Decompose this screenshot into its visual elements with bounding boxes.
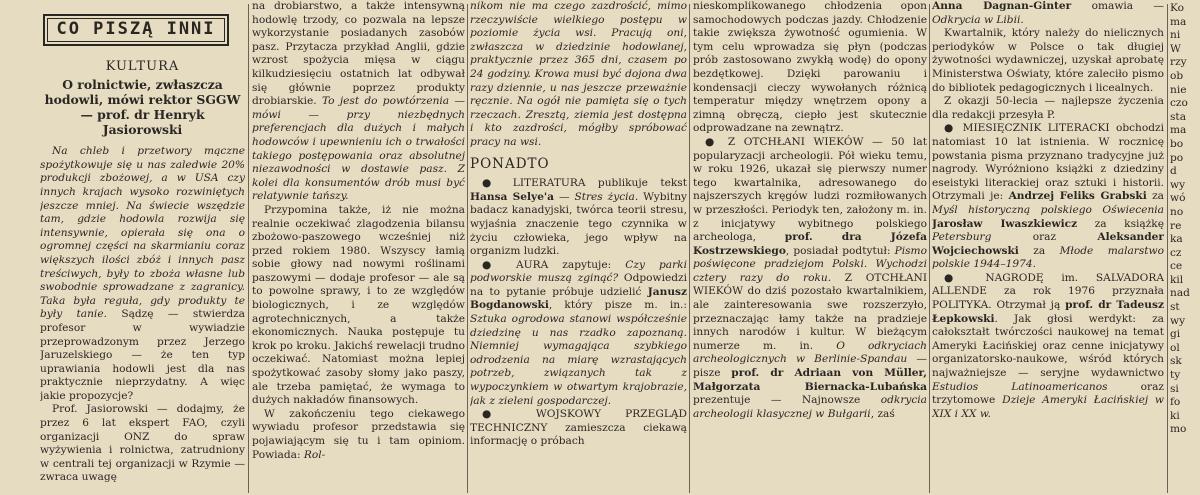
- cropped-line: Ko: [1170, 2, 1185, 14]
- cropped-line: rzy: [1170, 56, 1187, 69]
- article-lead: Na chleb i przetwory mączne spożytkowuje się u nas zaledwie 20% produkcji zbożowej, a w USA czy innych krajach wysoko rozwiniętych jeszcze mniej. Na świecie wszędzie tam, gdzie hodowla rozwija się intensywnie, opierała się ona o ogromnej części na skarmianiu coraz większych ilości zbóż i innych pasz treściwych, były to zboża własne lub swobodnie sprowadzane z zagranicy. Taka była reguła, gdy produkty te były tanie. Sądzę — stwierdza profesor w wywiadzie przeprowadzonym przez Jerzego Jaruzelskiego — że ten typ uprawiania hodowli jest dla nas praktycznie nieprzydatny. A więc jakie propozycje?: [40, 145, 245, 402]
- column-rule: [689, 4, 690, 493]
- cropped-line: ki: [1170, 409, 1180, 422]
- column-rule: [467, 4, 468, 493]
- cropped-line: fo: [1170, 396, 1181, 409]
- cropped-line: ni: [1170, 29, 1181, 42]
- section-heading-kultura: KULTURA: [105, 58, 180, 74]
- cropped-line: bo: [1170, 137, 1184, 150]
- cropped-line: si: [1170, 382, 1179, 395]
- column-rule: [1167, 4, 1168, 493]
- cropped-line: wy: [1170, 178, 1186, 191]
- cropped-line: W: [1170, 42, 1181, 55]
- column-6-cropped: [1170, 0, 1200, 495]
- cropped-line: no: [1170, 205, 1184, 218]
- cropped-line: ka: [1170, 233, 1183, 246]
- cropped-line: d: [1170, 165, 1177, 178]
- cropped-line: sk: [1170, 355, 1182, 368]
- cropped-line: st: [1170, 301, 1180, 314]
- column-2: [252, 0, 465, 495]
- column-5: [932, 0, 1164, 495]
- cropped-line: gi: [1170, 328, 1181, 341]
- article-paragraph: W zakończeniu tego ciekawego wywiadu profesor przedstawia się pojawiającym się tu i tam opiniom. Powiada: Rol-: [252, 407, 465, 461]
- cropped-line: wó: [1170, 192, 1186, 205]
- article-paragraph: Prof. Jasiorowski — dodajmy, że przez 6 lat ekspert FAO, czyli organizacji ONZ do spraw wyżywienia i rolnictwa, zatrudniony w centrali tej organizacji w Rzymie — zwraca uwagę: [40, 403, 245, 484]
- column-4: [693, 0, 927, 495]
- news-item-otchlani: ● Z OTCHŁANI WIEKÓW — 50 lat popularyzacji archeologii. Pół wieku temu, w roku 1926, ukazał się pierwszy numer tego kwartalnika, adresowanego do najszerszych kręgów ludzi rozmiłowanych w przeszłości. Periodyk ten, założony m. in. z inicjatywy wybitnego polskiego archeologa, prof. dra Józefa Kostrzewskiego, posiadał podtytuł: Pismo poświęcone pradziejom Polski. Wychodzi cztery razy do roku. Z OTCHŁANI WIEKÓW do dziś pozostało kwartalnikiem, ale zainteresowania swe rozszerzyło, przeznaczając łamy także na pradzieje innych narodów i kultur. W bieżącym numerze m. in. O odkryciach archeologicznych w Berlinie-Spandau — pisze prof. dr Adriaan von Müller, Małgorzata Biernacka-Lubańska prezentuje — Najnowsze odkrycia archeologii klasycznej w Bułgarii, zaś: [693, 135, 927, 420]
- article-paragraph: Z okazji 50-lecia — najlepsze życzenia dla redakcji przesyła P.: [932, 95, 1164, 121]
- cropped-line: ob: [1170, 69, 1184, 82]
- cropped-line: po: [1170, 151, 1184, 164]
- column-3: [470, 0, 687, 495]
- cropped-line: ma: [1170, 15, 1187, 28]
- cropped-line: mo: [1170, 423, 1187, 436]
- news-item-miesiecznik: ● MIESIĘCZNIK LITERACKI obchodzi natomiast 10 lat istnienia. W rocznicę powstania pisma przyznano tradycyjne już nagrody. Wyróżniono książki z dziedziny eseistyki literackiej oraz sztuki i historii. Otrzymali je: Andrzej Feliks Grabski za Myśl historyczną polskiego Oświecenia Jarosław Iwaszkiewicz za książkę Petersburg oraz Aleksander Wojciechowski za Młode malarstwo polskie 1944–1974.: [932, 122, 1164, 271]
- article-paragraph: Anna Dagnan-Ginter omawia — Odkrycia w Libii.: [932, 0, 1164, 26]
- cropped-line: re: [1170, 219, 1182, 232]
- article-paragraph: Kwartalnik, który należy do nielicznych periodyków w Polsce o tak długiej żywotności wydawniczej, uzyskał aprobatę Ministerstwa Oświaty, które zaleciło pismo do bibliotek pedagogicznych i licealnych.: [932, 27, 1164, 94]
- cropped-line: cz: [1170, 246, 1182, 259]
- cropped-line: nie: [1170, 83, 1187, 96]
- column-1: [40, 0, 245, 495]
- column-rule: [248, 4, 249, 493]
- article-paragraph: Przypomina także, iż nie można realnie oczekiwać zlagodzenia bilansu zbożowo-paszowego wcześniej niż przed rokiem 1980. Wszyscy łamią sobie głowy nad nowymi roślinami paszowymi — dodaje profesor — ale są to powolne sprawy, i to ze względów biologicznych, i ze względów agrotechnicznych, a także ekonomicznych. Nauka postępuje tu krok po kroku. Jakichś rewelacji trudno oczekiwać. Natomiast można lepiej spożytkować zasoby słomy jako paszy, ale trzeba pamiętać, że wymaga to dużych nakładów finansowych.: [252, 203, 465, 407]
- section-heading-ponadto: PONADTO: [470, 155, 550, 172]
- news-item-wpt: ● WOJSKOWY PRZEGLĄD TECHNICZNY zamieszcza ciekawą informację o próbach: [470, 408, 687, 448]
- cropped-line: ma: [1170, 124, 1187, 137]
- news-item-aura: ● AURA zapytuje: Czy parki podworskie muszą zginąć? Odpowiedzi na to pytanie próbuje udzielić Janusz Bogdanowski, który pisze m. in.: Sztuka ogrodowa stanowi współcześnie dziedzinę u nas rzadko zapoznaną. Niemniej wymagająca szybkiego odrodzenia na miarę wzrastających potrzeb, związanych tak z wypoczynkiem w otwartym krajobrazie, jak z zieleni gospodarczej.: [470, 258, 687, 407]
- column-rule: [929, 4, 930, 493]
- news-item-nagroda: ● NAGRODĘ im. SALVADORA ALLENDE za rok 1976 przyznała POLITYKA. Otrzymał ją prof. dr Tadeusz Łepkowski. Jak głosi werdykt: za całokształt twórczości naukowej na temat Ameryki Łacińskiej oraz cenne inicjatywy organizatorsko-naukowe, wśród których najważniejsze — seryjne wydawnictwo Estudios Latinoamericanos oraz trzytomowe Dzieje Ameryki Łacińskiej w XIX i XX w.: [932, 271, 1164, 420]
- cropped-line: ty: [1170, 369, 1181, 382]
- cropped-line: wy: [1170, 314, 1186, 327]
- cropped-line: ol: [1170, 341, 1180, 354]
- cropped-line: nad: [1170, 287, 1190, 300]
- cropped-line: czo: [1170, 97, 1188, 110]
- news-item-literatura: ● LITERATURA publikuje tekst Hansa Selye'a — Stres życia. Wybitny badacz kanadyjski, twórca teorii stresu, wyjaśnia znaczenie tego czynnika w życiu człowieka, jego wpływ na organizm ludzki.: [470, 177, 687, 258]
- article-paragraph: nieskomplikowanego chłodzenia opon samochodowych podczas jazdy. Chłodzenie takie zwiększa żywotność ogumienia. W tym celu wprowadza się płyn (podczas prób zastosowano zwykłą wodę) do opony bezdętkowej. Dzięki parowaniu i kondensacji cieczy wywołanych różnicą temperatur między wnętrzem opony a zimną obręczą, ciepło jest skutecznie odprowadzane na zewnątrz.: [693, 0, 927, 135]
- article-headline: O rolnictwie, zwłaszcza hodowli, mówi rektor SGGW — prof. dr Henryk Jasiorowski: [44, 77, 241, 138]
- cropped-line: ce: [1170, 260, 1183, 273]
- masthead-box: [43, 14, 229, 46]
- article-paragraph: nikom nie ma czego zazdrościć, mimo rzeczywiście wielkiego postępu w poziomie życia wsi. Pracują oni, zwłaszcza w dziedzinie hodowlanej, praktycznie przez 365 dni, czasem po 24 godziny. Krowa musi być dojona dwa razy dziennie, u nas jeszcze przeważnie ręcznie. Na ogół nie pamięta się o tych rzeczach. Zresztą, ziemia jest dostępna i kto zazdrości, mógłby spróbować pracy na wsi.: [470, 0, 687, 148]
- cropped-line: sta: [1170, 110, 1187, 123]
- article-paragraph: na drobiarstwo, a także intensywną hodowlę trzody, co pozwala na lepsze wykorzystanie posiadanych zasobów pasz. Przytacza przykład Anglii, gdzie wzrost spożycia mięsa w ciągu kilkudziesięciu ostatnich lat odbywał się głównie poprzez produkty drobiarskie. To jest do powtórzenia — mówi — przy niezbędnych preferencjach dla dużych i małych hodowców i upewnieniu ich o trwałości takiego postępowania oraz absolutnej niezawodności w dostawie pasz. Z kolei dla konsumentów drób musi być relatywnie tańszy.: [252, 0, 465, 203]
- masthead-title: CO PISZĄ INNI: [47, 18, 225, 42]
- cropped-line: kil: [1170, 273, 1184, 286]
